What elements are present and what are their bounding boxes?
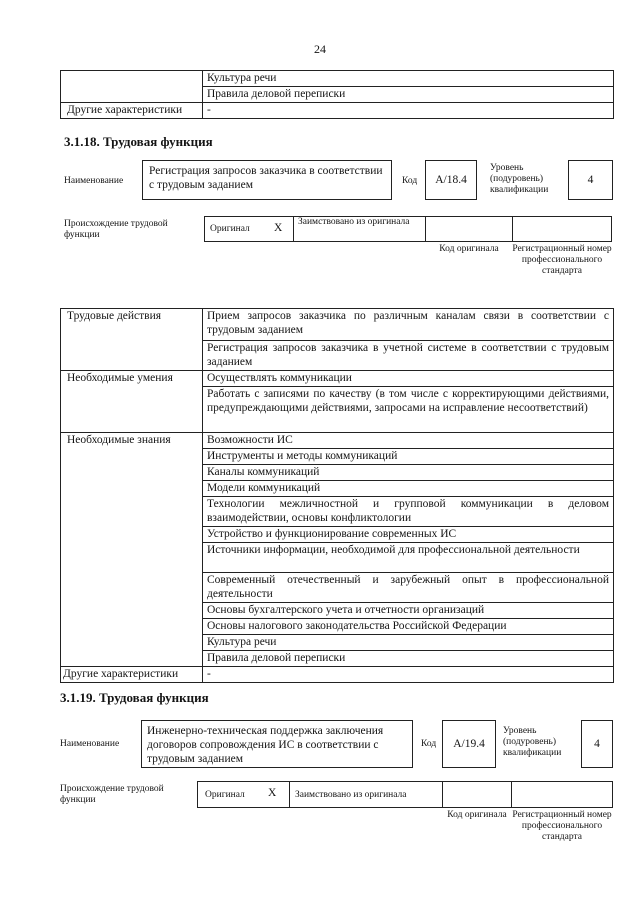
reg-number-label: Регистрационный номер профессионального стандарта xyxy=(512,244,612,276)
table-row xyxy=(61,371,614,387)
knowledge-item: Основы бухгалтерского учета и отчетности организаций xyxy=(203,603,614,619)
level-box xyxy=(568,160,613,200)
code-original-label: Код оригинала xyxy=(447,810,507,820)
level-label: Уровень (подуровень) квалификации xyxy=(490,163,549,195)
original-label: Оригинал xyxy=(210,224,250,234)
code-value: A/18.4 xyxy=(435,174,467,186)
name-box xyxy=(141,720,413,768)
table-row xyxy=(61,309,614,341)
row-label xyxy=(61,71,203,87)
divider xyxy=(293,216,294,242)
origin-label: Происхождение трудовой функции xyxy=(64,219,168,240)
name-box xyxy=(142,160,392,200)
divider xyxy=(425,216,426,242)
knowledge-item: Устройство и функционирование современных ИС xyxy=(203,527,614,543)
knowledge-item: Модели коммуникаций xyxy=(203,481,614,497)
table-row xyxy=(61,433,614,449)
origin-label: Происхождение трудовой функции xyxy=(60,784,164,805)
action-item: Регистрация запросов заказчика в учетной системе в соответствии с трудовым заданием xyxy=(203,341,614,371)
original-mark: X xyxy=(274,222,283,234)
row-value: Правила деловой переписки xyxy=(203,87,614,103)
section-title: 3.1.18. Трудовая функция xyxy=(64,134,213,149)
code-label: Код xyxy=(402,176,418,186)
knowledge-item: Источники информации, необходимой для профессиональной деятельности xyxy=(203,543,614,573)
level-value: 4 xyxy=(594,738,600,750)
skill-item: Осуществлять коммуникации xyxy=(203,371,614,387)
section-title: 3.1.19. Трудовая функция xyxy=(60,690,209,705)
code-box xyxy=(442,720,496,768)
level-value: 4 xyxy=(587,174,594,186)
table-row xyxy=(61,87,614,103)
knowledge-item: Инструменты и методы коммуникаций xyxy=(203,449,614,465)
table-row xyxy=(61,667,614,683)
skill-item: Работать с записями по качеству (в том числе с корректирующими действиями, предупреждающими действиями, запросами на исправление несоответствий) xyxy=(203,387,614,433)
skills-label: Необходимые умения xyxy=(61,371,203,433)
table-row xyxy=(61,103,614,119)
knowledge-item: Возможности ИС xyxy=(203,433,614,449)
other-label: Другие характеристики xyxy=(61,667,203,683)
code-box xyxy=(425,160,477,200)
row-label xyxy=(61,87,203,103)
knowledge-item: Культура речи xyxy=(203,635,614,651)
original-mark: X xyxy=(268,787,277,799)
page-number: 24 xyxy=(314,42,326,56)
name-value: Регистрация запросов заказчика в соответствии с трудовым заданием xyxy=(149,165,383,191)
reg-number-label: Регистрационный номер профессионального стандарта xyxy=(512,810,612,842)
divider xyxy=(289,781,290,808)
knowledge-item: Правила деловой переписки xyxy=(203,651,614,667)
action-item: Прием запросов заказчика по различным каналам связи в соответствии с трудовым заданием xyxy=(203,309,614,341)
borrowed-label: Заимствовано из оригинала xyxy=(298,217,410,227)
knowledge-item: Современный отечественный и зарубежный опыт в профессиональной деятельности xyxy=(203,573,614,603)
table-row xyxy=(61,71,614,87)
row-value: Культура речи xyxy=(203,71,614,87)
divider xyxy=(442,781,443,808)
name-value: Инженерно-техническая поддержка заключения договоров сопровождения ИС в соответствии с трудовым заданием xyxy=(147,725,384,765)
level-box xyxy=(581,720,613,768)
row-value: - xyxy=(203,103,614,119)
actions-label: Трудовые действия xyxy=(61,309,203,371)
row-label: Другие характеристики xyxy=(61,103,203,119)
knowledge-item: Технологии межличностной и групповой коммуникации в деловом взаимодействии, основы конфликтологии xyxy=(203,497,614,527)
code-original-label: Код оригинала xyxy=(439,244,499,254)
knowledge-label: Необходимые знания xyxy=(61,433,203,667)
name-label: Наименование xyxy=(64,176,124,186)
level-label: Уровень (подуровень) квалификации xyxy=(503,726,562,758)
divider xyxy=(511,781,512,808)
borrowed-label: Заимствовано из оригинала xyxy=(295,790,407,800)
name-label: Наименование xyxy=(60,739,120,749)
other-value: - xyxy=(203,667,614,683)
knowledge-item: Основы налогового законодательства Российской Федерации xyxy=(203,619,614,635)
original-label: Оригинал xyxy=(205,790,245,800)
function-table xyxy=(60,308,614,683)
code-value: A/19.4 xyxy=(453,738,485,750)
continuation-table xyxy=(60,70,614,119)
knowledge-item: Каналы коммуникаций xyxy=(203,465,614,481)
divider xyxy=(512,216,513,242)
code-label: Код xyxy=(421,739,437,749)
